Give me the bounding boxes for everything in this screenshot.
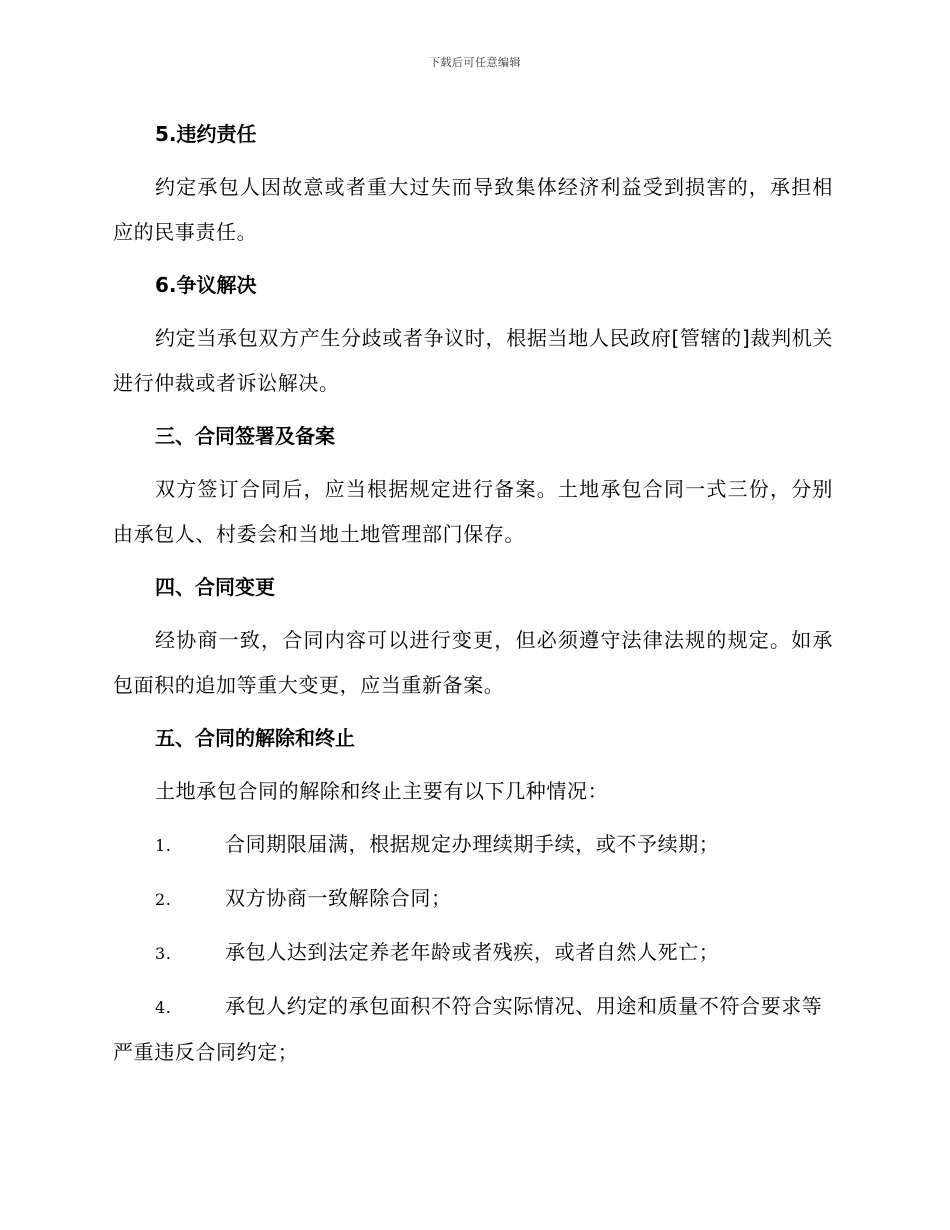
- section-heading-breach: 5.违约责任: [155, 122, 257, 146]
- list-item: [113, 984, 833, 1075]
- list-number: 2.: [155, 890, 172, 909]
- list-number: 1.: [155, 836, 172, 855]
- list-text: 双方协商一致解除合同；: [225, 886, 452, 910]
- list-item: [113, 822, 833, 868]
- paragraph-signing: 双方签订合同后，应当根据规定进行备案。土地承包合同一式三份，分别由承包人、村委会和当地土地管理部门保存。: [113, 477, 833, 546]
- paragraph-change: 经协商一致，合同内容可以进行变更，但必须遵守法律法规的规定。如承包面积的追加等重大变更，应当重新备案。: [113, 628, 833, 697]
- list-number: 4.: [155, 998, 172, 1017]
- section-heading-dispute: 6.争议解决: [155, 273, 257, 297]
- header-note: 下载后可任意编辑: [429, 56, 521, 69]
- list-number: 3.: [155, 944, 172, 963]
- list-item: [113, 876, 833, 922]
- list-text: 承包人达到法定养老年龄或者残疾，或者自然人死亡；: [225, 940, 720, 964]
- list-item: [113, 930, 833, 976]
- paragraph-dispute: 约定当承包双方产生分歧或者争议时，根据当地人民政府[管辖的]裁判机关进行仲裁或者诉讼解决。: [113, 326, 833, 395]
- section-heading-change: 四、合同变更: [155, 575, 275, 599]
- list-text: 承包人约定的承包面积不符合实际情况、用途和质量不符合要求等严重违反合同约定；: [113, 994, 823, 1064]
- section-heading-signing: 三、合同签署及备案: [155, 424, 335, 448]
- section-heading-termination: 五、合同的解除和终止: [155, 726, 355, 750]
- paragraph-termination-intro: 土地承包合同的解除和终止主要有以下几种情况：: [155, 779, 609, 803]
- document-body: [113, 112, 833, 1083]
- paragraph-breach: 约定承包人因故意或者重大过失而导致集体经济利益受到损害的，承担相应的民事责任。: [113, 175, 833, 244]
- list-text: 合同期限届满，根据规定办理续期手续，或不予续期；: [225, 832, 720, 856]
